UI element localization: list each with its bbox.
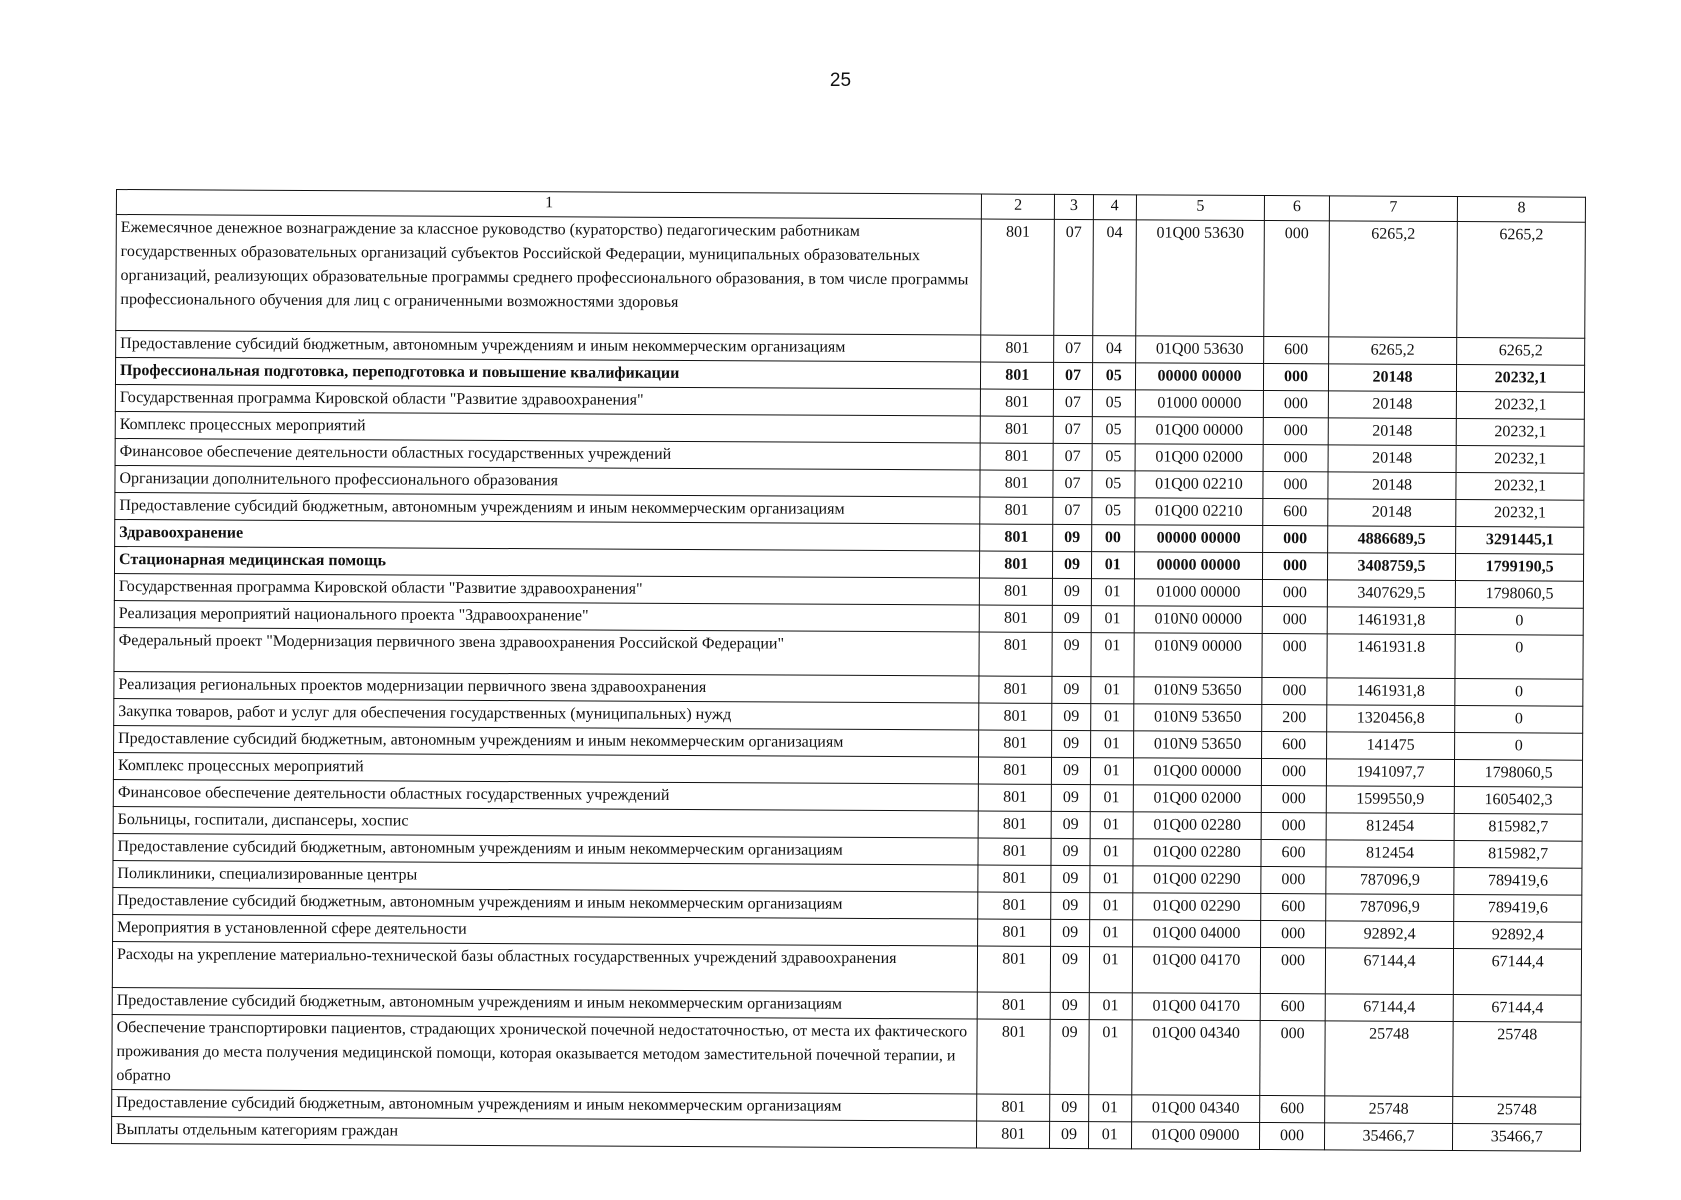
subsection-code: 01 — [1090, 866, 1133, 893]
subsection-code: 01 — [1090, 704, 1133, 731]
amount-year-1: 141475 — [1326, 732, 1455, 760]
amount-year-2: 0 — [1456, 608, 1584, 636]
column-header: 7 — [1329, 196, 1458, 222]
row-name: Выплаты отдельным категориям граждан — [112, 1116, 977, 1148]
section-code: 09 — [1051, 811, 1090, 838]
amount-year-1: 1599550,9 — [1326, 786, 1455, 814]
target-article-code: 010N9 00000 — [1134, 633, 1263, 678]
amount-year-1: 1461931,8 — [1326, 678, 1455, 706]
amount-year-2: 25748 — [1453, 1022, 1581, 1098]
target-article-code: 01Q00 02000 — [1135, 444, 1264, 472]
target-article-code: 01000 00000 — [1134, 579, 1263, 607]
admin-code: 801 — [977, 992, 1050, 1019]
target-article-code: 01Q00 00000 — [1133, 758, 1262, 786]
subsection-code: 01 — [1090, 731, 1133, 758]
row-name: Предоставление субсидий бюджетным, автономным учреждениям и иным некоммерческим организациям — [113, 887, 978, 919]
admin-code: 801 — [980, 524, 1053, 551]
amount-year-2: 20232,1 — [1456, 446, 1584, 474]
expense-type-code: 000 — [1264, 364, 1328, 391]
admin-code: 801 — [977, 1121, 1050, 1148]
admin-code: 801 — [981, 219, 1055, 335]
subsection-code: 05 — [1092, 498, 1135, 525]
section-code: 07 — [1054, 362, 1093, 389]
subsection-code: 01 — [1089, 993, 1132, 1020]
amount-year-1: 1320456,8 — [1326, 705, 1455, 733]
row-name: Стационарная медицинская помощь — [114, 546, 979, 578]
section-code: 09 — [1052, 703, 1091, 730]
admin-code: 801 — [978, 919, 1051, 946]
row-name: Ежемесячное денежное вознаграждение за классное руководство (кураторство) педагогическим работникам государственных образовательных организаций субъектов Российской Федерации, муниципальных образовательных организаций, реализующих образовательные программы среднего профессионального образования, в том числе программы профессионального обучения для лиц с ограниченными возможностями здоровья — [116, 215, 982, 336]
column-header: 2 — [982, 194, 1055, 219]
section-code: 09 — [1053, 524, 1092, 551]
row-name: Больницы, госпитали, диспансеры, хоспис — [113, 806, 978, 838]
expense-type-code: 000 — [1263, 607, 1327, 634]
admin-code: 801 — [980, 605, 1053, 632]
expense-type-code: 600 — [1260, 1096, 1324, 1123]
admin-code: 801 — [977, 1019, 1050, 1094]
amount-year-1: 92892,4 — [1325, 921, 1454, 949]
row-name: Здравоохранение — [115, 519, 980, 551]
amount-year-1: 20148 — [1328, 391, 1457, 419]
admin-code: 801 — [980, 416, 1053, 443]
section-code: 09 — [1052, 605, 1091, 632]
admin-code: 801 — [980, 497, 1053, 524]
expense-type-code: 000 — [1263, 553, 1327, 580]
target-article-code: 01Q00 09000 — [1131, 1122, 1260, 1150]
expense-type-code: 600 — [1264, 337, 1328, 364]
target-article-code: 01Q00 04170 — [1132, 993, 1261, 1021]
admin-code: 801 — [981, 335, 1054, 362]
amount-year-1: 812454 — [1326, 840, 1455, 868]
section-code: 09 — [1050, 1019, 1089, 1094]
section-code: 09 — [1051, 892, 1090, 919]
amount-year-2: 789419,6 — [1454, 868, 1582, 896]
subsection-code: 05 — [1092, 444, 1135, 471]
column-header: 3 — [1055, 194, 1094, 219]
row-name: Федеральный проект "Модернизация первичного звена здравоохранения Российской Федерации" — [114, 627, 980, 676]
target-article-code: 01Q00 02210 — [1134, 498, 1263, 526]
section-code: 07 — [1053, 470, 1092, 497]
amount-year-2: 0 — [1455, 635, 1583, 680]
row-name: Предоставление субсидий бюджетным, автономным учреждениям и иным некоммерческим организациям — [113, 833, 978, 865]
section-code: 07 — [1053, 416, 1092, 443]
amount-year-2: 1798060,5 — [1456, 581, 1584, 609]
target-article-code: 00000 00000 — [1134, 525, 1263, 553]
admin-code: 801 — [978, 838, 1051, 865]
subsection-code: 01 — [1090, 785, 1133, 812]
table-row — [112, 1014, 1581, 1097]
expense-type-code: 000 — [1260, 1123, 1324, 1150]
column-header: 1 — [116, 190, 981, 220]
amount-year-1: 20148 — [1328, 472, 1457, 500]
subsection-code: 01 — [1091, 579, 1134, 606]
subsection-code: 01 — [1089, 947, 1132, 993]
subsection-code: 05 — [1092, 363, 1135, 390]
subsection-code: 05 — [1092, 471, 1135, 498]
section-code: 07 — [1054, 335, 1093, 362]
row-name: Предоставление субсидий бюджетным, автономным учреждениям и иным некоммерческим организациям — [112, 1089, 977, 1121]
row-name: Мероприятия в установленной сфере деятельности — [113, 914, 978, 946]
expense-type-code: 000 — [1261, 867, 1325, 894]
admin-code: 801 — [980, 551, 1053, 578]
row-name: Государственная программа Кировской области "Развитие здравоохранения" — [114, 573, 979, 605]
row-name: Закупка товаров, работ и услуг для обеспечения государственных (муниципальных) нужд — [114, 698, 979, 730]
section-code: 09 — [1050, 992, 1089, 1019]
admin-code: 801 — [979, 676, 1052, 703]
amount-year-2: 20232,1 — [1457, 419, 1585, 447]
amount-year-1: 787096,9 — [1325, 867, 1454, 895]
column-header: 8 — [1458, 197, 1586, 223]
target-article-code: 01Q00 02290 — [1132, 893, 1261, 921]
amount-year-2: 1799190,5 — [1456, 554, 1584, 582]
expense-type-code: 600 — [1262, 732, 1326, 759]
amount-year-1: 25748 — [1324, 1021, 1453, 1097]
section-code: 09 — [1051, 946, 1090, 992]
amount-year-2: 789419,6 — [1454, 895, 1582, 923]
admin-code: 801 — [979, 632, 1052, 676]
amount-year-1: 20148 — [1328, 364, 1457, 392]
row-name: Обеспечение транспортировки пациентов, страдающих хронической почечной недостаточностью, от места их фактического проживания до места получения медицинской помощи, которая оказывается методом заместительной почечной терапии, и обратно — [112, 1014, 978, 1094]
row-name: Предоставление субсидий бюджетным, автономным учреждениям и иным некоммерческим организациям — [112, 987, 977, 1019]
expense-type-code: 000 — [1263, 472, 1327, 499]
row-name: Организации дополнительного профессионального образования — [115, 465, 980, 497]
target-article-code: 01000 00000 — [1135, 390, 1264, 418]
table-row — [114, 627, 1583, 679]
amount-year-2: 67144,4 — [1453, 995, 1581, 1023]
expense-type-code: 000 — [1261, 948, 1326, 994]
admin-code: 801 — [979, 730, 1052, 757]
amount-year-2: 1605402,3 — [1455, 787, 1583, 815]
amount-year-2: 1798060,5 — [1455, 760, 1583, 788]
target-article-code: 010N9 53650 — [1133, 731, 1262, 759]
amount-year-1: 67144,4 — [1325, 948, 1454, 995]
section-code: 09 — [1053, 578, 1092, 605]
row-name: Государственная программа Кировской области "Развитие здравоохранения" — [115, 384, 980, 416]
subsection-code: 01 — [1088, 1095, 1131, 1122]
section-code: 09 — [1052, 632, 1091, 676]
amount-year-2: 0 — [1455, 733, 1583, 761]
table-body — [112, 215, 1586, 1152]
subsection-code: 01 — [1088, 1122, 1131, 1149]
expense-type-code: 000 — [1264, 221, 1329, 337]
target-article-code: 01Q00 53630 — [1135, 220, 1264, 337]
amount-year-2: 6265,2 — [1457, 222, 1585, 339]
subsection-code: 04 — [1092, 336, 1135, 363]
admin-code: 801 — [978, 811, 1051, 838]
subsection-code: 00 — [1091, 525, 1134, 552]
amount-year-2: 20232,1 — [1457, 392, 1585, 420]
expense-type-code: 000 — [1262, 678, 1326, 705]
target-article-code: 00000 00000 — [1134, 552, 1263, 580]
page-number: 25 — [829, 70, 852, 91]
target-article-code: 01Q00 53630 — [1135, 336, 1264, 364]
section-code: 09 — [1052, 757, 1091, 784]
amount-year-2: 92892,4 — [1454, 922, 1582, 950]
target-article-code: 01Q00 02280 — [1133, 812, 1262, 840]
row-name: Профессиональная подготовка, переподготовка и повышение квалификации — [115, 358, 980, 390]
subsection-code: 01 — [1090, 893, 1133, 920]
row-name: Предоставление субсидий бюджетным, автономным учреждениям и иным некоммерческим организациям — [115, 492, 980, 524]
amount-year-1: 1461931,8 — [1327, 607, 1456, 635]
section-code: 07 — [1053, 497, 1092, 524]
admin-code: 801 — [979, 757, 1052, 784]
target-article-code: 01Q00 04340 — [1131, 1095, 1260, 1123]
section-code: 09 — [1051, 784, 1090, 811]
row-name: Предоставление субсидий бюджетным, автономным учреждениям и иным некоммерческим организациям — [116, 331, 981, 363]
section-code: 07 — [1054, 389, 1093, 416]
target-article-code: 01Q00 04340 — [1131, 1020, 1260, 1096]
amount-year-1: 787096,9 — [1325, 894, 1454, 922]
admin-code: 801 — [980, 578, 1053, 605]
subsection-code: 01 — [1090, 812, 1133, 839]
expense-type-code: 000 — [1263, 526, 1327, 553]
row-name: Финансовое обеспечение деятельности областных государственных учреждений — [115, 438, 980, 470]
table-row — [116, 215, 1586, 339]
row-name: Комплекс процессных мероприятий — [113, 752, 978, 784]
amount-year-1: 35466,7 — [1324, 1123, 1453, 1151]
expense-type-code: 000 — [1262, 634, 1327, 678]
subsection-code: 04 — [1093, 220, 1136, 336]
target-article-code: 010N9 53650 — [1133, 704, 1262, 732]
target-article-code: 010N9 53650 — [1134, 677, 1263, 705]
target-article-code: 01Q00 04170 — [1132, 947, 1261, 994]
row-name: Предоставление субсидий бюджетным, автономным учреждениям и иным некоммерческим организациям — [114, 725, 979, 757]
row-name: Финансовое обеспечение деятельности областных государственных учреждений — [113, 779, 978, 811]
target-article-code: 01Q00 00000 — [1135, 417, 1264, 445]
amount-year-1: 1941097,7 — [1326, 759, 1455, 787]
amount-year-2: 0 — [1455, 679, 1583, 707]
admin-code: 801 — [979, 703, 1052, 730]
target-article-code: 01Q00 02210 — [1135, 471, 1264, 499]
subsection-code: 01 — [1091, 552, 1134, 579]
subsection-code: 01 — [1090, 839, 1133, 866]
subsection-code: 01 — [1091, 677, 1134, 704]
admin-code: 801 — [978, 892, 1051, 919]
amount-year-1: 25748 — [1324, 1096, 1453, 1124]
amount-year-2: 6265,2 — [1457, 338, 1585, 366]
amount-year-1: 20148 — [1327, 499, 1456, 527]
target-article-code: 01Q00 02290 — [1133, 866, 1262, 894]
expense-type-code: 600 — [1263, 499, 1327, 526]
section-code: 09 — [1053, 551, 1092, 578]
expense-type-code: 000 — [1262, 759, 1326, 786]
expense-type-code: 000 — [1261, 813, 1325, 840]
expense-type-code: 000 — [1261, 921, 1325, 948]
amount-year-1: 3407629,5 — [1327, 580, 1456, 608]
section-code: 07 — [1054, 219, 1093, 335]
subsection-code: 05 — [1092, 417, 1135, 444]
subsection-code: 01 — [1091, 633, 1134, 677]
amount-year-2: 815982,7 — [1454, 841, 1582, 869]
table-row — [112, 941, 1581, 995]
row-name: Реализация региональных проектов модернизации первичного звена здравоохранения — [114, 671, 979, 703]
target-article-code: 00000 00000 — [1135, 363, 1264, 391]
subsection-code: 01 — [1091, 606, 1134, 633]
expense-type-code: 200 — [1262, 705, 1326, 732]
expense-type-code: 000 — [1260, 1021, 1325, 1096]
row-name: Расходы на укрепление материально-технической базы областных государственных учреждений здравоохранения — [112, 941, 978, 992]
subsection-code: 01 — [1089, 1020, 1132, 1095]
amount-year-1: 3408759,5 — [1327, 553, 1456, 581]
amount-year-2: 20232,1 — [1456, 500, 1584, 528]
amount-year-2: 815982,7 — [1454, 814, 1582, 842]
amount-year-2: 25748 — [1453, 1097, 1581, 1125]
section-code: 09 — [1051, 865, 1090, 892]
amount-year-1: 812454 — [1326, 813, 1455, 841]
expense-type-code: 000 — [1263, 580, 1327, 607]
admin-code: 801 — [978, 865, 1051, 892]
section-code: 09 — [1051, 919, 1090, 946]
amount-year-1: 6265,2 — [1328, 221, 1457, 338]
amount-year-2: 35466,7 — [1453, 1124, 1581, 1152]
target-article-code: 01Q00 04000 — [1132, 920, 1261, 948]
amount-year-1: 6265,2 — [1328, 337, 1457, 365]
row-name: Поликлиники, специализированные центры — [113, 860, 978, 892]
target-article-code: 010N0 00000 — [1134, 606, 1263, 634]
section-code: 09 — [1052, 730, 1091, 757]
amount-year-1: 1461931.8 — [1327, 634, 1456, 679]
column-header: 4 — [1093, 195, 1136, 220]
amount-year-2: 67144,4 — [1454, 949, 1582, 996]
amount-year-1: 20148 — [1328, 445, 1457, 473]
section-code: 09 — [1050, 1121, 1089, 1148]
row-name: Реализация мероприятий национального проекта "Здравоохранение" — [114, 600, 979, 632]
amount-year-1: 67144,4 — [1325, 994, 1454, 1022]
row-name: Комплекс процессных мероприятий — [115, 411, 980, 443]
expense-type-code: 600 — [1261, 894, 1325, 921]
expense-type-code: 600 — [1261, 994, 1325, 1021]
amount-year-2: 0 — [1455, 706, 1583, 734]
admin-code: 801 — [981, 362, 1054, 389]
admin-code: 801 — [981, 389, 1054, 416]
expense-type-code: 000 — [1264, 418, 1328, 445]
section-code: 09 — [1052, 676, 1091, 703]
expense-type-code: 000 — [1263, 445, 1327, 472]
section-code: 07 — [1053, 443, 1092, 470]
expense-type-code: 600 — [1261, 840, 1325, 867]
target-article-code: 01Q00 02000 — [1133, 785, 1262, 813]
amount-year-2: 3291445,1 — [1456, 527, 1584, 555]
amount-year-1: 4886689,5 — [1327, 526, 1456, 554]
admin-code: 801 — [980, 443, 1053, 470]
amount-year-1: 20148 — [1328, 418, 1457, 446]
admin-code: 801 — [980, 470, 1053, 497]
subsection-code: 01 — [1090, 758, 1133, 785]
section-code: 09 — [1051, 838, 1090, 865]
expense-type-code: 000 — [1264, 391, 1328, 418]
target-article-code: 01Q00 02280 — [1133, 839, 1262, 867]
admin-code: 801 — [979, 784, 1052, 811]
admin-code: 801 — [978, 946, 1051, 992]
subsection-code: 05 — [1092, 390, 1135, 417]
column-header: 5 — [1136, 195, 1265, 221]
column-header: 6 — [1265, 196, 1329, 221]
section-code: 09 — [1050, 1094, 1089, 1121]
budget-table — [111, 189, 1586, 1152]
admin-code: 801 — [977, 1094, 1050, 1121]
expense-type-code: 000 — [1262, 786, 1326, 813]
amount-year-2: 20232,1 — [1456, 473, 1584, 501]
subsection-code: 01 — [1089, 920, 1132, 947]
amount-year-2: 20232,1 — [1457, 365, 1585, 393]
